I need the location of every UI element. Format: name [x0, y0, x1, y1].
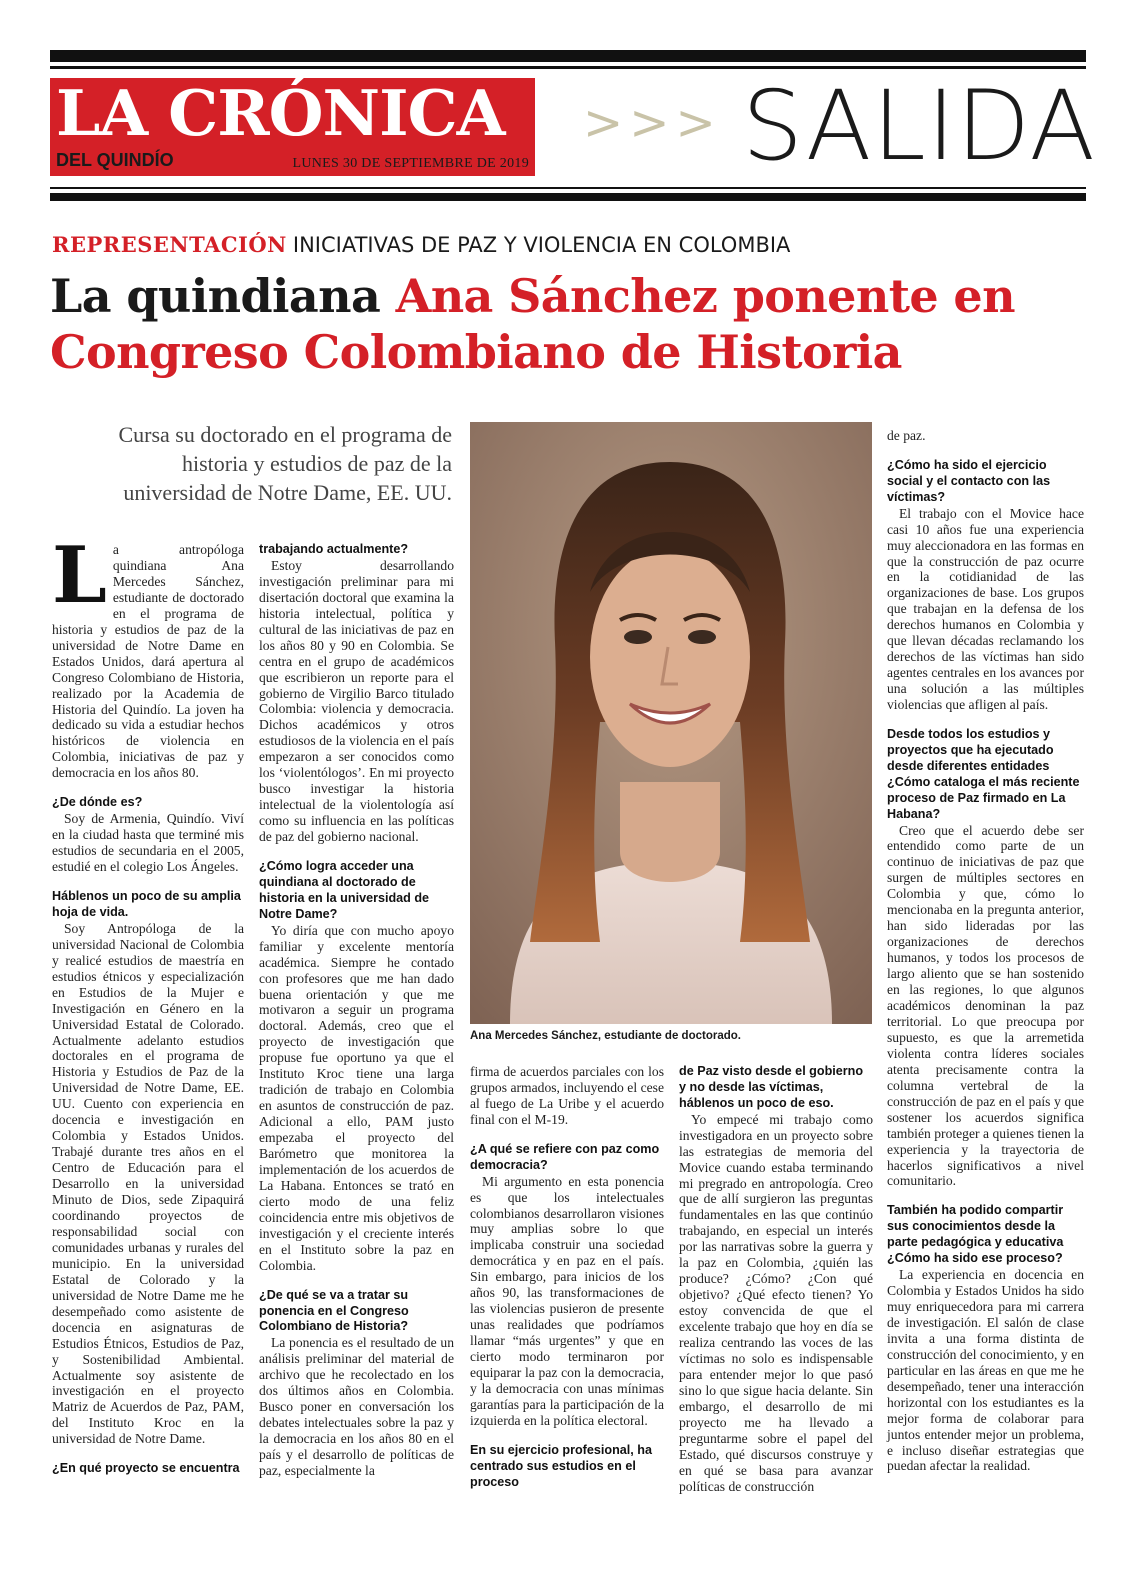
issue-date: LUNES 30 DE SEPTIEMBRE DE 2019: [292, 156, 529, 171]
question-continued: de Paz visto desde el gobierno y no desde las víctimas, háblenos un poco de eso.: [679, 1064, 864, 1110]
question: También ha podido compartir sus conocimientos desde la parte pedagógica y educativa ¿Cómo ha sido ese proceso?: [887, 1203, 1064, 1266]
headline-part-red: Ana Sánchez ponente en Congreso Colombiano de Historia: [50, 269, 1015, 379]
question: ¿Cómo logra acceder una quindiana al doctorado de historia en la universidad de Notre Dame?: [259, 859, 430, 921]
answer: Mi argumento en esta ponencia es que los intelectuales colombianos desarrollaron visiones muy amplias sobre lo que implicaba construir una sociedad democrática y en paz en el país. Sin embargo, para inicios de los años 90, las transformaciones de las violencias pusieron de presente unas realidades que podríamos llamar “más urgentes” y que en cierto modo terminaron por equiparar la paz con la democracia, y la democracia con unas mínimas garantías para la participación de la izquierda en la política electoral.: [470, 1173, 664, 1428]
photo-caption: Ana Mercedes Sánchez, estudiante de doctorado.: [470, 1030, 741, 1042]
answer-continued: de paz.: [887, 428, 926, 443]
question: En su ejercicio profesional, ha centrado sus estudios en el proceso: [470, 1442, 652, 1489]
article-column-4: [679, 1064, 873, 1495]
top-rule-thin: [50, 66, 1086, 69]
portrait-illustration: [470, 422, 872, 1024]
question: Háblenos un poco de su amplia hoja de vida.: [52, 889, 241, 919]
headline-part-black: La quindiana: [50, 269, 396, 323]
answer: La experiencia en docencia en Colombia y Estados Unidos ha sido muy enriquecedora para mi carrera de investigación. El salón de clase invita a una forma distinta de construcción del conocimiento, y en particular en las áreas en que me he desempeñado, tener una interacción horizontal con los estudiantes es la mejor forma de colaborar para juntos entender mejor un problema, e incluso diseñar estrategias que puedan afectar la realidad.: [887, 1267, 1084, 1474]
article-column-3: [470, 1064, 664, 1491]
article-column-2: [259, 542, 454, 1479]
answer-continued: firma de acuerdos parciales con los grupos armados, incluyendo el cese al fuego de La Uribe y el acuerdo final con el M-19.: [470, 1064, 664, 1127]
answer: Soy Antropóloga de la universidad Nacional de Colombia y realicé estudios de maestría en estudios étnicos y especialización en Estudios de la Mujer e Investigación en Género en la Universidad Estatal de Colorado. Actualmente adelanto estudios doctorales en el programa de Historia y Estudios de Paz de la Universidad de Notre Dame, EE. UU. Cuento con experiencia en docencia e investigación en Colombia y Estados Unidos. Trabajé durante tres años en el Centro de Educación para el Desarrollo en la universidad Minuto de Dios, sede Zipaquirá coordinando proyectos de responsabilidad social con comunidades urbanas y rurales del municipio. En la universidad Estatal de Colorado y la universidad de Notre Dame me he desempeñado como asistente de docencia en asignaturas de Estudios Étnicos, Estudios de Paz, y Sostenibilidad Ambiental. Actualmente soy asistente de investigación en el proyecto Matriz de Acuerdos de Paz, PAM, del Instituto Kroc en la universidad de Notre Dame.: [52, 920, 244, 1447]
question: ¿Cómo ha sido el ejercicio social y el contacto con las víctimas?: [887, 457, 1051, 504]
newspaper-subname: DEL QUINDÍO: [56, 150, 174, 170]
answer: Soy de Armenia, Quindío. Viví en la ciudad hasta que terminé mis estudios de secundaria en el 2005, estudié en el colegio Los Ángeles.: [52, 811, 244, 875]
article-column-1: [52, 530, 244, 1477]
article-column-5: [887, 428, 1084, 1474]
question: ¿En qué proyecto se encuentra: [52, 1461, 240, 1476]
answer: Estoy desarrollando investigación preliminar para mi disertación doctoral que examina la historia intelectual, política y cultural de las iniciativas de paz en los años 80 y 90 en Colombia. Se centra en el grupo de académicos que escribieron un reporte para el gobierno de Virgilio Barco titulado Colombia: violencia y democracia. Dichos académicos y otros estudiosos de la violencia en el país empezaron a ser conocidos como los ‘violentólogos’. En mi proyecto busco investigar la historia intelectual de la violentología así como su influencia en las políticas de paz del gobierno nacional.: [259, 557, 454, 845]
question: ¿A qué se refiere con paz como democracia?: [470, 1141, 660, 1172]
portrait-photo: [470, 422, 872, 1024]
headline: [50, 268, 1100, 380]
masthead-logo: [50, 78, 535, 176]
top-rule: [50, 50, 1086, 62]
answer: Yo empecé mi trabajo como investigadora en un proyecto sobre las estrategias de memoria del Movice cuando estaba terminando mi pregrado en antropología. Creo que de allí surgieron las preguntas fundamentales en las que continúo trabajando, en especial un interés por las narrativas sobre la guerra y la paz en Colombia, ¿quién las produce? ¿Cómo? ¿Con qué objetivo? ¿Qué efecto tienen? Yo estoy convencida de que el excelente trabajo que hoy en día se realiza centrando las voces de las víctimas no solo es indispensable para entender mejor lo que pasó sino lo que sigue hacia delante. Sin embargo, el desarrollo de mi proyecto me ha llevado a preguntarme sobre el papel del Estado, qué discursos construye y en qué se basa para avanzar políticas de construcción: [679, 1111, 873, 1494]
answer: La ponencia es el resultado de un análisis preliminar del material de archivo que he recolectado en los dos últimos años en Colombia. Busco poner en conversación los debates intelectuales sobre la paz y la democracia en los años 80 en el país y el desarrollo de políticas de paz, especialmente la: [259, 1335, 454, 1478]
bottom-rule-thin: [50, 187, 1086, 189]
section-title: SALIDA: [742, 70, 1097, 182]
kicker-category: REPRESENTACIÓN: [52, 232, 287, 257]
answer: Yo diría que con mucho apoyo familiar y excelente mentoría académica. Siempre he contado con profesores que me han dado buena orientación y que me motivaron a seguir un programa doctoral. Además, creo que el proyecto de investigación que propuse fue oportuno ya que el Instituto Kroc tiene una larga tradición de trabajo en Colombia en asuntos de construcción de paz. Adicional a ello, PAM justo empezaba el proyecto del Barómetro que monitorea la implementación de los acuerdos de La Habana. Entonces se trató en cierto modo de una feliz coincidencia entre mis objetivos de investigación y el creciente interés en el Instituto sobre la paz en Colombia.: [259, 922, 454, 1273]
answer: Creo que el acuerdo debe ser entendido como parte de un continuo de iniciativas de paz que surgen de múltiples sectores en Colombia y que, cómo lo mencionaba en la pregunta anterior, han sido lideradas por las organizaciones de derechos humanos, y todos los procesos de largo aliento que se han sostenido en las regiones, lo que algunos académicos denominan la paz territorial. Lo que preocupa por supuesto, es que la arremetida violenta contra líderes sociales atenta precisamente contra la columna vertebral de la construcción de paz en el país y que sostener los acuerdos significa también proteger a quienes tienen la experiencia y la trayectoria de hacerlos significativos a nivel comunitario.: [887, 822, 1084, 1189]
kicker: [52, 232, 790, 257]
question: ¿De dónde es?: [52, 795, 143, 810]
intro-paragraph: a antropóloga quindiana Ana Mercedes Sánchez, estudiante de doctorado en el programa de historia y estudios de paz de la universidad de Notre Dame en Estados Unidos, dará apertura al Congreso Colombiano de Historia, realizado por la Academia de Historia del Quindío. La joven ha dedicado su vida a estudiar hechos históricos de violencia en Colombia, iniciativas de paz y democracia en los años 80.: [52, 542, 244, 781]
answer: El trabajo con el Movice hace casi 10 años fue una experiencia muy aleccionadora en las formas en que la construcción de paz ocurre en la cotidianidad de las organizaciones de base. Los grupos que trabajan en la defensa de los derechos humanos en Colombia y que llevan décadas reclamando los derechos de las víctimas han sido agentes centrales en los avances por una solución a las múltiples violencias que afligen al país.: [887, 505, 1084, 713]
question-continued: trabajando actualmente?: [259, 542, 409, 556]
question: ¿De qué se va a tratar su ponencia en el Congreso Colombiano de Historia?: [259, 1287, 409, 1334]
question: Desde todos los estudios y proyectos que ha ejecutado desde diferentes entidades ¿Cómo cataloga el más reciente proceso de Paz firmado en La Habana?: [887, 727, 1080, 821]
bottom-rule: [50, 193, 1086, 201]
section-arrows: >>>: [583, 95, 722, 151]
newspaper-name: LA CRÓNICA: [56, 76, 505, 150]
kicker-topic: INICIATIVAS DE PAZ Y VIOLENCIA EN COLOMBIA: [292, 233, 791, 257]
drop-cap: L: [52, 530, 107, 621]
subtitle: Cursa su doctorado en el programa de historia y estudios de paz de la universidad de Notre Dame, EE. UU.: [118, 422, 452, 505]
